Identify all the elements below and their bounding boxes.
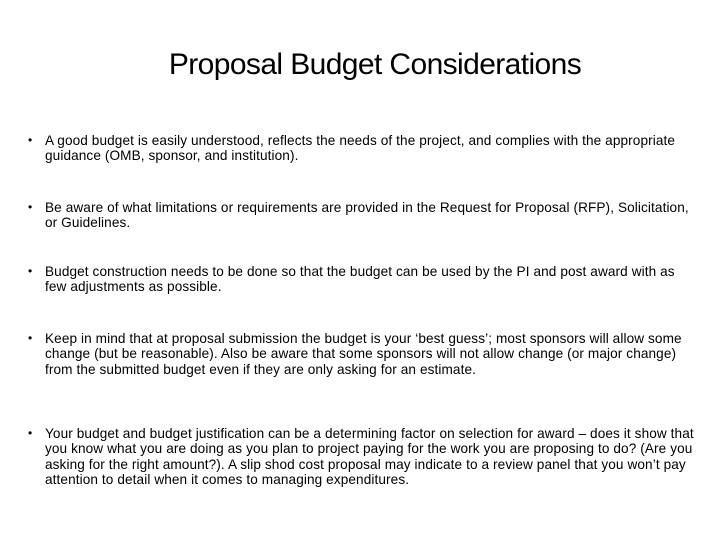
bullet-item [28,200,700,231]
bullet-item [28,331,700,377]
bullet-item [28,426,700,488]
bullet-text: Be aware of what limitations or requirements are provided in the Request for Proposal (RFP), Solicitation, or Guidelines. [45,200,689,231]
bullet-text: A good budget is easily understood, reflects the needs of the project, and complies with the appropriate guidance (OMB, sponsor, and institution). [45,133,676,164]
bullet-icon: • [28,331,33,345]
bullet-text: Your budget and budget justification can be a determining factor on selection for award – does it show that you know what you are doing as you plan to project paying for the work you are proposing to do? (Are you asking for the right amount?). A slip shod cost proposal may indicate to a review panel that you won’t pay attention to detail when it comes to managing expenditures. [45,426,694,488]
bullet-text: Keep in mind that at proposal submission the budget is your ‘best guess’; most sponsors will allow some change (but be reasonable). Also be aware that some sponsors will not allow change (or major change) from the submitted budget even if they are only asking for an estimate. [45,331,682,377]
bullet-icon: • [28,133,33,147]
bullet-text: Budget construction needs to be done so that the budget can be used by the PI and post award with as few adjustments as possible. [45,264,675,295]
bullet-icon: • [28,264,33,278]
bullet-icon: • [28,200,33,214]
bullet-item [28,264,700,295]
bullet-item [28,133,700,164]
bullet-icon: • [28,426,33,440]
slide-title: Proposal Budget Considerations [168,48,582,81]
